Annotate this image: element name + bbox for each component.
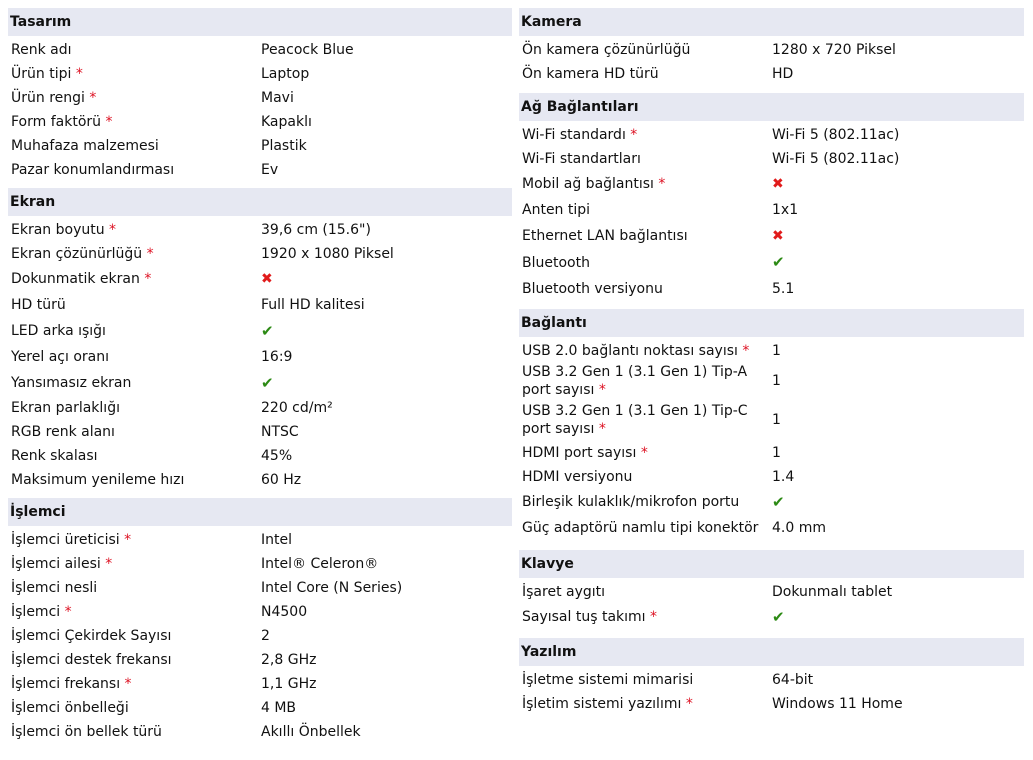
spec-row-islemci xyxy=(8,600,512,624)
required-asterisk: * xyxy=(109,222,117,238)
required-asterisk: * xyxy=(89,90,97,106)
spec-label-text: İşletim sistemi yazılımı xyxy=(522,696,682,712)
spec-value: 1 xyxy=(772,445,781,461)
spec-label xyxy=(8,113,261,131)
spec-label-text: İşlemci frekansı xyxy=(11,676,121,692)
spec-row-urun-rengi xyxy=(8,86,512,110)
section-header: İşlemci xyxy=(8,498,512,526)
spec-value: 1.4 xyxy=(772,469,795,485)
spec-value xyxy=(261,322,274,341)
section-header: Tasarım xyxy=(8,8,512,36)
spec-value: 1 xyxy=(772,343,781,359)
required-asterisk: * xyxy=(630,127,638,143)
spec-label-text: İşlemci nesli xyxy=(11,580,98,596)
spec-label xyxy=(8,447,261,465)
required-asterisk: * xyxy=(144,271,152,287)
spec-row-bluetooth-versiyonu xyxy=(519,276,1024,302)
spec-label-text: USB 3.2 Gen 1 (3.1 Gen 1) Tip-C port sayısı xyxy=(522,402,748,437)
spec-value: 5.1 xyxy=(772,281,795,297)
spec-section-klavye xyxy=(519,550,1024,630)
spec-row-maksimum-yenileme-hizi xyxy=(8,468,512,492)
spec-label xyxy=(519,608,772,626)
spec-label-text: LED arka ışığı xyxy=(11,323,106,339)
spec-label-text: HD türü xyxy=(11,297,66,313)
spec-value: 220 cd/m² xyxy=(261,400,333,416)
spec-section-islemci xyxy=(8,498,512,744)
spec-label xyxy=(519,126,772,144)
spec-value: 1x1 xyxy=(772,202,799,218)
spec-label xyxy=(519,519,772,537)
spec-label xyxy=(8,723,261,741)
spec-label xyxy=(519,468,772,486)
spec-value: Wi-Fi 5 (802.11ac) xyxy=(772,127,900,143)
spec-value: Dokunmalı tablet xyxy=(772,584,893,600)
spec-label-text: Pazar konumlandırması xyxy=(11,162,175,178)
spec-row-on-kamera-cozunurlugu xyxy=(519,38,1024,62)
spec-row-hdmi-port-sayisi xyxy=(519,441,1024,465)
spec-row-ethernet-lan-baglantisi xyxy=(519,223,1024,249)
spec-row-islemci-destek-frekansi xyxy=(8,648,512,672)
section-header: Ekran xyxy=(8,188,512,216)
spec-value: Peacock Blue xyxy=(261,42,354,58)
spec-label-text: Birleşik kulaklık/mikrofon portu xyxy=(522,494,740,510)
spec-section-baglanti xyxy=(519,309,1024,541)
spec-label-text: İşlemci önbelleği xyxy=(11,700,129,716)
spec-label-text: Yerel açı oranı xyxy=(11,349,109,365)
spec-label xyxy=(8,531,261,549)
spec-label xyxy=(519,150,772,168)
spec-row-islemci-cekirdek-sayisi xyxy=(8,624,512,648)
spec-row-pazar-konumlandirmasi xyxy=(8,158,512,182)
spec-label xyxy=(8,651,261,669)
spec-label-text: İşlemci ailesi xyxy=(11,556,101,572)
spec-row-hdmi-versiyonu xyxy=(519,465,1024,489)
spec-label-text: Ekran boyutu xyxy=(11,222,105,238)
required-asterisk: * xyxy=(598,381,606,398)
spec-value: 64-bit xyxy=(772,672,814,688)
spec-row-islemci-ureticisi xyxy=(8,528,512,552)
spec-row-usb-2-0-baglanti-noktasi-sayisi xyxy=(519,339,1024,363)
required-asterisk: * xyxy=(105,114,113,130)
spec-value: Full HD kalitesi xyxy=(261,297,365,313)
spec-value: 1920 x 1080 Piksel xyxy=(261,246,394,262)
spec-label-text: Wi-Fi standartları xyxy=(522,151,641,167)
spec-row-usb-3-2-gen-1-3-1-gen-1-tip-c-port-sayisi xyxy=(519,398,1024,441)
cross-icon: ✖ xyxy=(772,176,784,192)
spec-value: Akıllı Önbellek xyxy=(261,724,361,740)
spec-label xyxy=(8,348,261,366)
spec-label-text: Bluetooth versiyonu xyxy=(522,281,663,297)
required-asterisk: * xyxy=(75,66,83,82)
spec-label xyxy=(8,65,261,83)
spec-label-text: Ön kamera çözünürlüğü xyxy=(522,42,691,58)
spec-row-yansimasiz-ekran xyxy=(8,370,512,396)
spec-label-text: Ürün tipi xyxy=(11,66,72,82)
spec-label xyxy=(8,161,261,179)
spec-label-text: Bluetooth xyxy=(522,254,590,271)
spec-label xyxy=(8,471,261,489)
spec-value xyxy=(772,608,785,627)
check-icon: ✔ xyxy=(261,321,274,340)
spec-value: Windows 11 Home xyxy=(772,696,903,712)
spec-label xyxy=(8,89,261,107)
spec-label-text: Mobil ağ bağlantısı xyxy=(522,176,654,192)
spec-label-text: İşlemci üreticisi xyxy=(11,532,120,548)
spec-value: Intel® Celeron® xyxy=(261,556,379,572)
required-asterisk: * xyxy=(105,556,113,572)
spec-label-text: USB 2.0 bağlantı noktası sayısı xyxy=(522,343,738,359)
section-header: Bağlantı xyxy=(519,309,1024,337)
spec-row-wi-fi-standartlari xyxy=(519,147,1024,171)
required-asterisk: * xyxy=(598,420,606,437)
spec-label xyxy=(8,137,261,155)
spec-label-text: Anten tipi xyxy=(522,202,591,218)
spec-label-text: İşlemci Çekirdek Sayısı xyxy=(11,628,172,644)
required-asterisk: * xyxy=(685,696,693,712)
cross-icon: ✖ xyxy=(772,228,784,244)
spec-row-birlesik-kulaklik-mikrofon-portu xyxy=(519,489,1024,515)
spec-value: Plastik xyxy=(261,138,307,154)
spec-section-tasarim xyxy=(8,8,512,182)
spec-label xyxy=(519,254,772,272)
spec-label-text: Yansımasız ekran xyxy=(11,375,132,391)
spec-label-text: Renk adı xyxy=(11,42,72,58)
required-asterisk: * xyxy=(742,343,750,359)
spec-label xyxy=(8,603,261,621)
spec-value: Ev xyxy=(261,162,279,178)
spec-label-text: Renk skalası xyxy=(11,448,98,464)
spec-value: 1 xyxy=(772,372,781,389)
spec-value: Laptop xyxy=(261,66,310,82)
spec-label-text: İşaret aygıtı xyxy=(522,584,606,600)
spec-value: 1 xyxy=(772,411,781,428)
spec-label xyxy=(8,374,261,392)
spec-value: 39,6 cm (15.6") xyxy=(261,222,371,238)
spec-value: 2,8 GHz xyxy=(261,652,317,668)
left-spec-column xyxy=(8,8,512,744)
spec-row-islemci-on-bellek-turu xyxy=(8,720,512,744)
spec-label-text: Ürün rengi xyxy=(11,90,85,106)
section-header: Klavye xyxy=(519,550,1024,578)
spec-label xyxy=(8,699,261,717)
spec-label xyxy=(8,322,261,340)
spec-label xyxy=(8,41,261,59)
spec-section-kamera xyxy=(519,8,1024,86)
spec-value: NTSC xyxy=(261,424,299,440)
spec-label-text: İşlemci ön bellek türü xyxy=(11,724,162,740)
spec-label xyxy=(519,583,772,601)
spec-label xyxy=(519,175,772,193)
spec-section-ekran xyxy=(8,188,512,492)
required-asterisk: * xyxy=(124,532,132,548)
spec-label xyxy=(519,280,772,298)
spec-label-text: HDMI versiyonu xyxy=(522,469,633,485)
spec-label-text: Ekran çözünürlüğü xyxy=(11,246,143,262)
spec-label xyxy=(519,444,772,462)
spec-row-yerel-aci-orani xyxy=(8,344,512,370)
spec-value: 4.0 mm xyxy=(772,520,826,536)
spec-row-ekran-boyutu xyxy=(8,218,512,242)
right-spec-column xyxy=(519,8,1024,716)
spec-label-text: RGB renk alanı xyxy=(11,424,115,440)
spec-label-text: İşlemci xyxy=(11,604,61,620)
spec-row-islemci-frekansi xyxy=(8,672,512,696)
required-asterisk: * xyxy=(658,176,666,192)
spec-value xyxy=(772,227,784,245)
spec-row-wi-fi-standardi xyxy=(519,123,1024,147)
spec-section-ag-baglantilari xyxy=(519,93,1024,302)
spec-label-text: Sayısal tuş takımı xyxy=(522,609,646,625)
spec-label-text: İşletme sistemi mimarisi xyxy=(522,672,694,688)
spec-label-text: Ön kamera HD türü xyxy=(522,66,659,82)
spec-value: N4500 xyxy=(261,604,308,620)
spec-label-text: USB 3.2 Gen 1 (3.1 Gen 1) Tip-A port sayısı xyxy=(522,363,748,398)
spec-label xyxy=(8,270,261,288)
spec-label-text: Ethernet LAN bağlantısı xyxy=(522,228,688,244)
spec-row-on-kamera-hd-turu xyxy=(519,62,1024,86)
spec-label xyxy=(519,493,772,511)
spec-label-text: Maksimum yenileme hızı xyxy=(11,472,185,488)
required-asterisk: * xyxy=(124,676,132,692)
spec-label-text: Güç adaptörü namlu tipi konektör xyxy=(522,520,759,536)
spec-value: Intel Core (N Series) xyxy=(261,580,403,596)
spec-label xyxy=(519,65,772,83)
spec-label xyxy=(8,245,261,263)
spec-value: 16:9 xyxy=(261,349,293,365)
spec-label-text: Form faktörü xyxy=(11,114,102,130)
spec-label xyxy=(519,695,772,713)
spec-row-isletim-sistemi-yazilimi xyxy=(519,692,1024,716)
spec-row-muhafaza-malzemesi xyxy=(8,134,512,158)
spec-row-urun-tipi xyxy=(8,62,512,86)
spec-row-led-arka-isigi xyxy=(8,318,512,344)
spec-label xyxy=(519,342,772,360)
spec-label-text: HDMI port sayısı xyxy=(522,445,637,461)
spec-value xyxy=(772,175,784,193)
check-icon: ✔ xyxy=(772,607,785,626)
spec-label-text: Ekran parlaklığı xyxy=(11,400,120,416)
spec-row-hd-turu xyxy=(8,292,512,318)
spec-label xyxy=(8,221,261,239)
check-icon: ✔ xyxy=(772,492,785,511)
spec-row-ekran-cozunurlugu xyxy=(8,242,512,266)
spec-label xyxy=(8,555,261,573)
spec-label-text: Muhafaza malzemesi xyxy=(11,138,159,154)
check-icon: ✔ xyxy=(772,253,785,271)
spec-label xyxy=(519,671,772,689)
spec-row-renk-skalasi xyxy=(8,444,512,468)
spec-value xyxy=(261,270,273,288)
check-icon: ✔ xyxy=(261,373,274,392)
spec-row-form-faktoru xyxy=(8,110,512,134)
spec-row-bluetooth xyxy=(519,249,1024,276)
spec-value xyxy=(772,253,785,272)
spec-label xyxy=(8,675,261,693)
spec-row-islemci-nesli xyxy=(8,576,512,600)
spec-label xyxy=(519,402,772,438)
required-asterisk: * xyxy=(640,445,648,461)
spec-label-text: Wi-Fi standardı xyxy=(522,127,626,143)
spec-label xyxy=(8,627,261,645)
spec-label xyxy=(8,423,261,441)
spec-value: Wi-Fi 5 (802.11ac) xyxy=(772,151,900,167)
section-header: Ağ Bağlantıları xyxy=(519,93,1024,121)
spec-label-text: Dokunmatik ekran xyxy=(11,271,140,287)
spec-row-isaret-aygiti xyxy=(519,580,1024,604)
spec-value: Intel xyxy=(261,532,292,548)
spec-value: 60 Hz xyxy=(261,472,302,488)
spec-value: Mavi xyxy=(261,90,294,106)
spec-row-mobil-ag-baglantisi xyxy=(519,171,1024,197)
cross-icon: ✖ xyxy=(261,271,273,287)
spec-row-ekran-parlakligi xyxy=(8,396,512,420)
spec-label xyxy=(519,201,772,219)
spec-row-anten-tipi xyxy=(519,197,1024,223)
spec-row-dokunmatik-ekran xyxy=(8,266,512,292)
section-header: Yazılım xyxy=(519,638,1024,666)
spec-label xyxy=(519,363,772,399)
spec-section-yazilim xyxy=(519,638,1024,716)
required-asterisk: * xyxy=(650,609,658,625)
spec-row-usb-3-2-gen-1-3-1-gen-1-tip-a-port-sayisi xyxy=(519,363,1024,398)
spec-value xyxy=(772,493,785,512)
spec-value: 1280 x 720 Piksel xyxy=(772,42,896,58)
spec-label xyxy=(8,579,261,597)
spec-row-rgb-renk-alani xyxy=(8,420,512,444)
spec-value xyxy=(261,374,274,393)
required-asterisk: * xyxy=(64,604,72,620)
spec-label xyxy=(519,41,772,59)
spec-label xyxy=(8,399,261,417)
section-header: Kamera xyxy=(519,8,1024,36)
spec-label xyxy=(8,296,261,314)
spec-row-islemci-ailesi xyxy=(8,552,512,576)
spec-value: 1,1 GHz xyxy=(261,676,317,692)
spec-row-isletme-sistemi-mimarisi xyxy=(519,668,1024,692)
spec-value: 4 MB xyxy=(261,700,297,716)
spec-label-text: İşlemci destek frekansı xyxy=(11,652,172,668)
spec-value: 45% xyxy=(261,448,293,464)
spec-row-sayisal-tus-takimi xyxy=(519,604,1024,630)
spec-label xyxy=(519,227,772,245)
required-asterisk: * xyxy=(146,246,154,262)
spec-row-renk-adi xyxy=(8,38,512,62)
spec-row-islemci-onbellegi xyxy=(8,696,512,720)
spec-value: HD xyxy=(772,66,794,82)
spec-value: Kapaklı xyxy=(261,114,312,130)
spec-row-guc-adaptoru-namlu-tipi-konektor xyxy=(519,515,1024,541)
spec-value: 2 xyxy=(261,628,270,644)
